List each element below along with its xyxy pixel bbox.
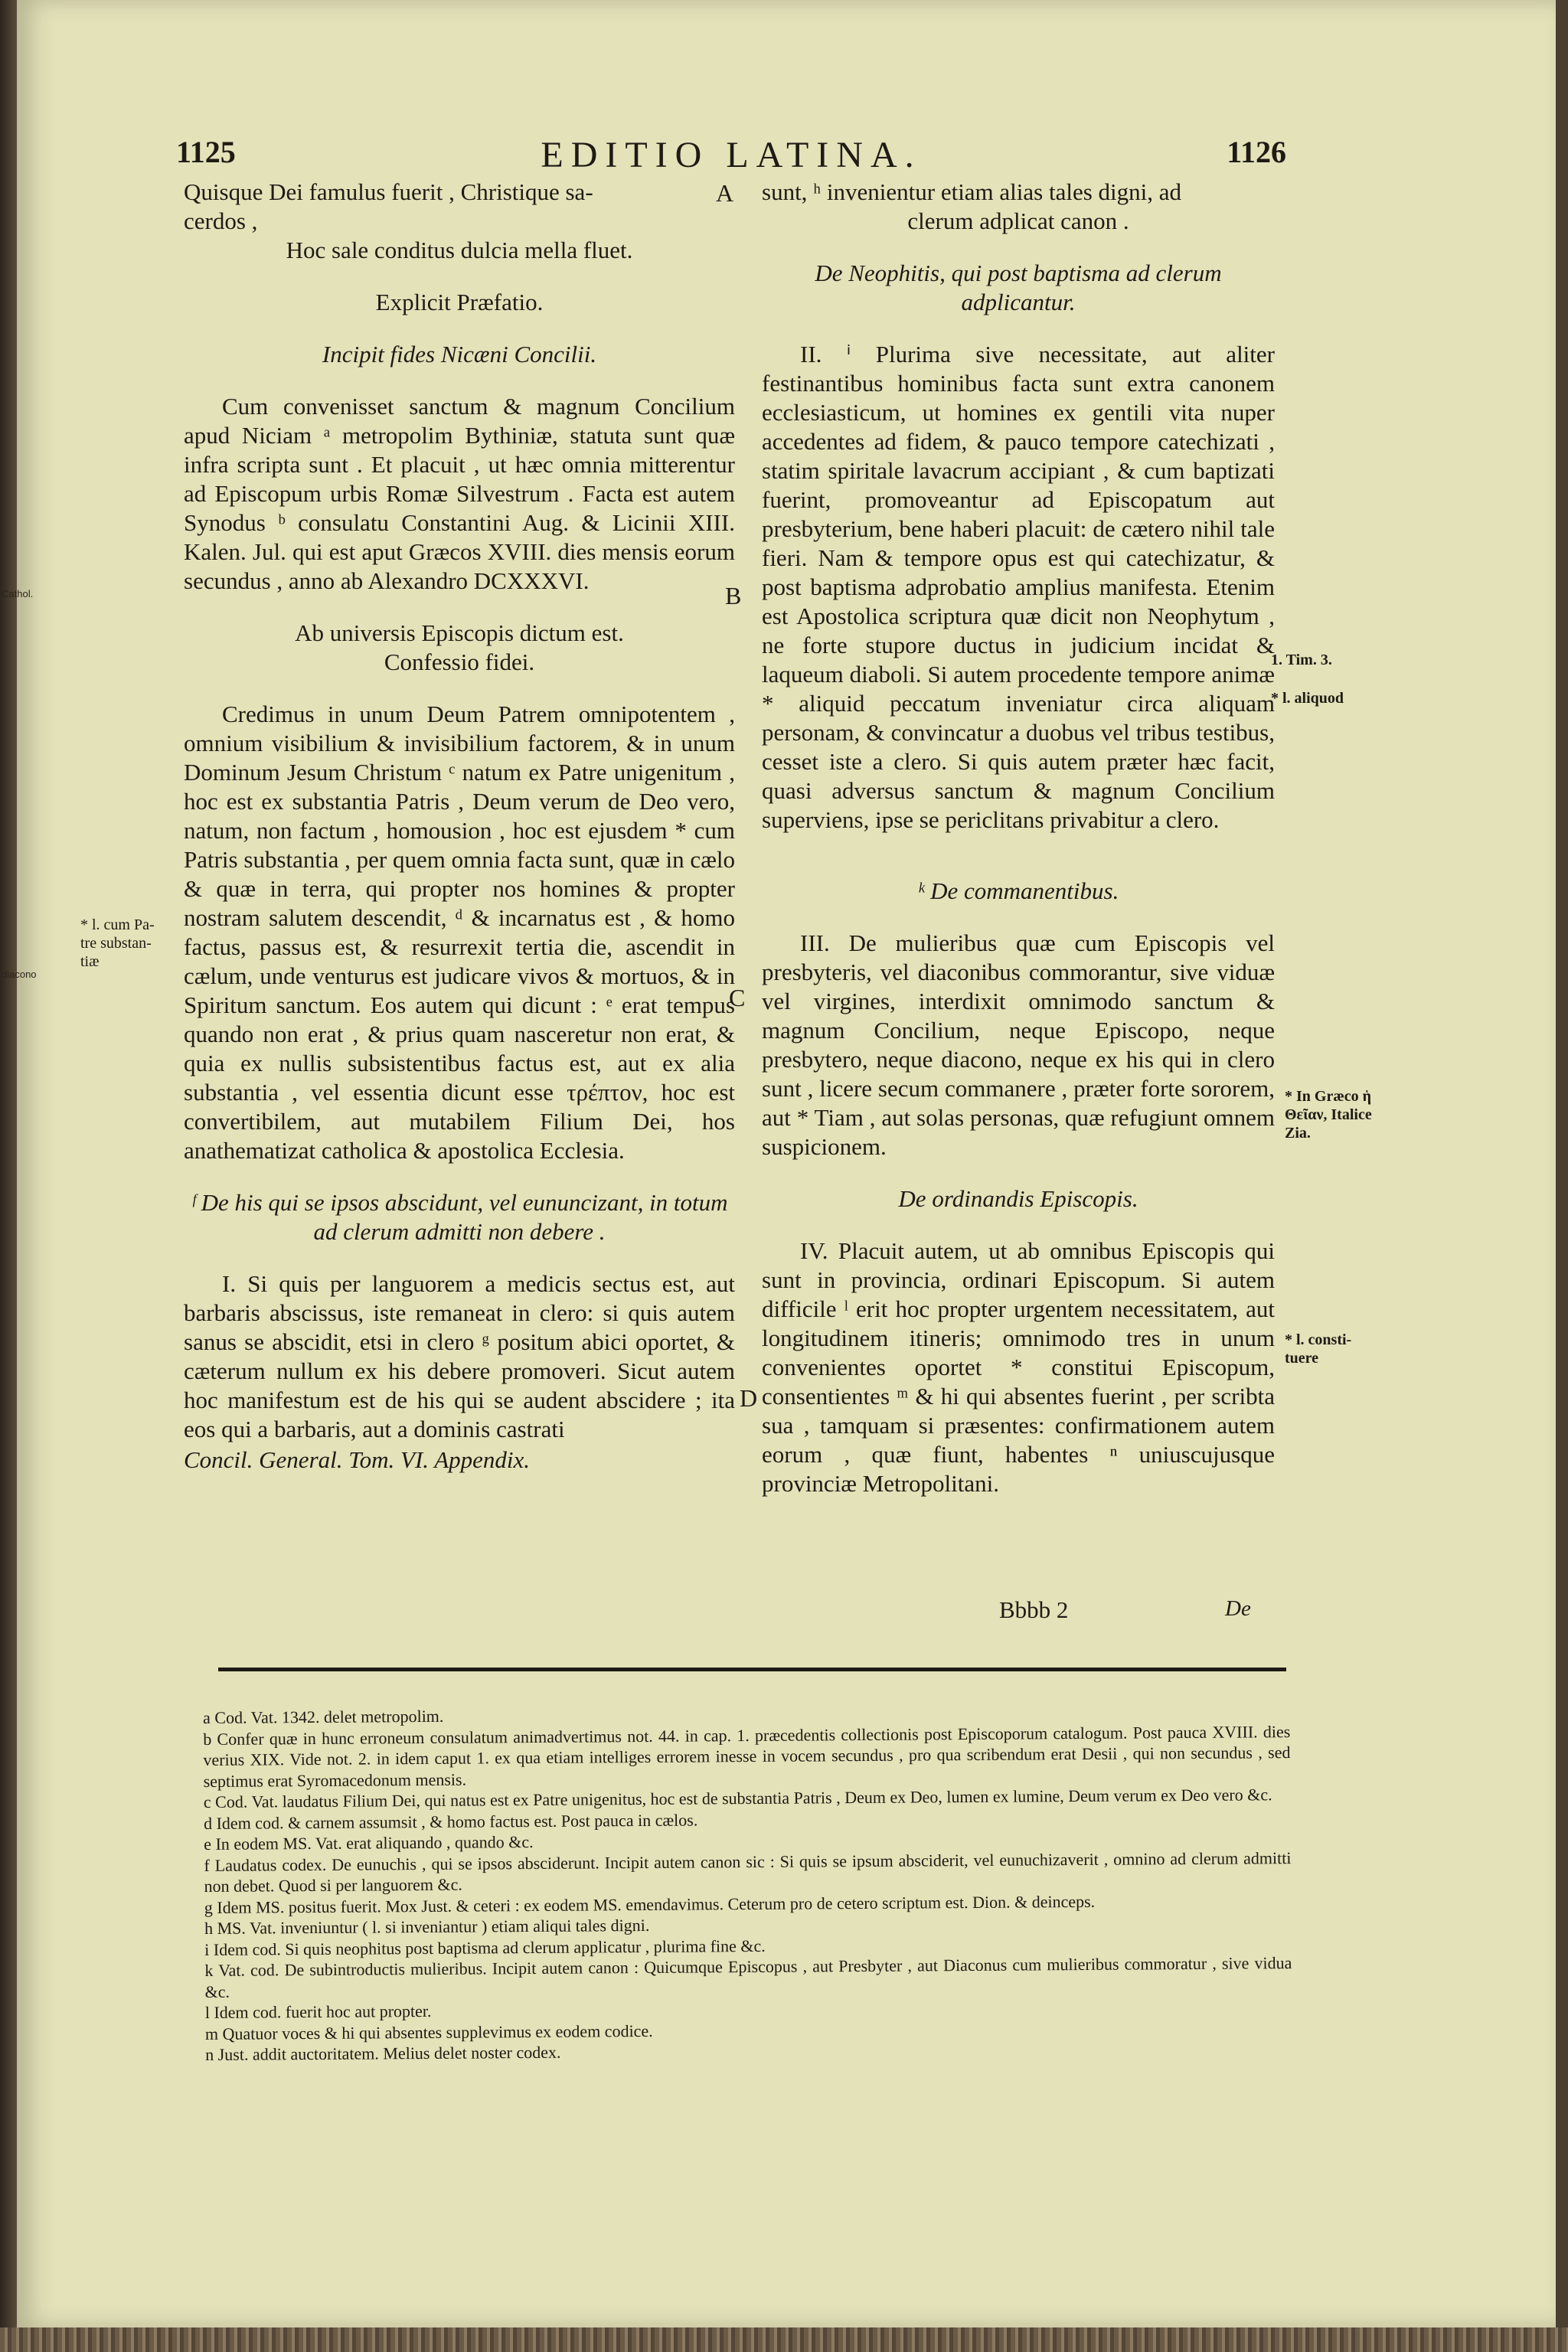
spacer <box>762 1214 1275 1236</box>
spacer <box>762 906 1275 929</box>
footnote: b Confer quæ in hunc erroneum consulatum animadvertimus not. 44. in cap. 1. præcedentis collectionis post Episcoporum catalogum. Post pauca XVIII. dies verius XIX. Vide not. 2. in idem caput 1. ex qua etiam intelliges errorem inesse in vocem secundus , pro qua scribendum erat Desii , qui non secundus , sed septimus erat Syromacedonum mensis. <box>203 1721 1291 1791</box>
spacer <box>184 265 735 288</box>
paragraph: ᵏ De commanentibus. <box>917 877 1119 904</box>
left-column <box>184 178 735 1475</box>
left-margin-notes <box>80 916 180 971</box>
spacer <box>762 1161 1275 1184</box>
spacer <box>184 317 735 340</box>
footnote: a Cod. Vat. 1342. delet metropolim. <box>203 1706 444 1727</box>
paragraph: Hoc sale conditus dulcia mella fluet. <box>286 237 633 263</box>
paragraph: sunt, ʰ invenientur etiam alias tales digni, ad <box>762 178 1182 205</box>
left-margin-note: tre substan- <box>80 935 152 952</box>
paragraph: Ab universis Episcopis dictum est. <box>295 619 624 646</box>
paragraph: II. ⁱ Plurima sive necessitate, aut aliter festinantibus hominibus facta sunt extra canonem ecclesiasticum, ut homines ex gentili vita nuper accedentes ad fidem, & pauco tempore catechizati , statim spiritale lavacrum accipiant , & cum baptizati fuerint, promoveantur ad Episcopatum aut presbyterium, bene haberi placuit: de cætero nihil tale fieri. Nam & tempore opus est qui catechizatur, & post baptisma adprobatio amplius manifesta. Etenim est Apostolica scriptura quæ dicit non Neophytum , ne forte stupore ductus in judicium incidat & laqueum diaboli. Si autem procedente tempore animæ * aliquid peccatum inveniatur circa aliquam personam, & convincatur a duobus vel tribus testibus, cesset iste a clero. Si quis autem præter hæc facit, quasi adversus sanctum & magnum Concilium superviens, ipse se periclitans privabitur a clero. <box>762 341 1275 833</box>
running-title: EDITIO LATINA. <box>541 135 922 175</box>
footnote: h MS. Vat. inveniuntur ( l. si inveniantur ) etiam aliqui tales digni. <box>204 1915 650 1938</box>
right-column <box>762 178 1275 1498</box>
footnote: d Idem cod. & carnem assumsit , & homo factus est. Post pauca in cælos. <box>203 1809 698 1833</box>
footnote: n Just. addit auctoritatem. Melius delet noster codex. <box>205 2042 561 2064</box>
page-header <box>176 134 1286 180</box>
paragraph: cerdos , <box>184 207 258 234</box>
page-number-right: 1126 <box>1227 135 1286 169</box>
paragraph: Explicit Præfatio. <box>375 289 544 315</box>
paragraph: III. De mulieribus quæ cum Episcopis vel presbyteris, vel diaconibus commorantur, sive viduæ vel virgines, interdixit omnimodo sanctum & magnum Concilium, neque Episcopo, neque presbytero, neque diacono, neque ex his qui in clero sunt , licere secum commanere , præter forte sororem, aut * Tiam , aut solas personas, quæ refugiunt omnem suspicionem. <box>762 929 1275 1160</box>
paragraph: Incipit fides Nicæni Concilii. <box>322 341 597 368</box>
spacer <box>184 369 735 392</box>
signature-mark: Bbbb 2 <box>999 1596 1069 1623</box>
paragraph: clerum adplicat canon . <box>907 207 1129 234</box>
footnote: c Cod. Vat. laudatus Filium Dei, qui natus est ex Patre unigenitus, hoc est de substantia Patris , Deum ex Deo, lumen ex lumine, Deum verum ex Deo vero &c. <box>203 1785 1272 1811</box>
footnote: i Idem cod. Si quis neophitus post baptisma ad clerum applicatur , plurima fine &c. <box>204 1936 766 1959</box>
footnotes <box>203 1700 1292 2065</box>
spacer <box>184 596 735 619</box>
paragraph: Quisque Dei famulus fuerit , Christique sa- <box>184 178 593 205</box>
paragraph: Credimus in unum Deum Patrem omnipotentem , omnium visibilium & invisibilium factorem, & in unum Dominum Jesum Christum ᶜ natum ex Patre unigenitum , hoc est ex substantia Patris , Deum verum de Deo vero, natum, non factum , homousion , hoc est ejusdem * cum Patris substantia , per quem omnia facta sunt, quæ in cælo & quæ in terra, qui propter nos homines & propter nostram salutem descendit, ᵈ & incarnatus est , & homo factus, passus est, & resurrexit tertia die, ascendit in cælum, unde venturus est judicare vivos & mortuos, & in Spiritum sanctum. Eos autem qui dicunt : ᵉ erat tempus quando non erat , & prius quam nasceretur non erat, & quia ex nullis subsistentibus factus est, aut ex alia substantia , vel essentia dicunt esse τρέπτον, hoc est convertibilem, aut mutabilem Filium Dei, hos anathematizat catholica & apostolica Ecclesia. <box>184 701 735 1164</box>
footnote-rule <box>218 1668 1286 1671</box>
section-letter-c: C <box>729 984 746 1011</box>
paragraph: De ordinandis Episcopis. <box>898 1185 1138 1212</box>
footnote: l Idem cod. fuerit hoc aut propter. <box>204 2001 432 2022</box>
right-margin-note-1: 1. Tim. 3. <box>1271 652 1332 668</box>
left-margin-note: * l. cum Pa- <box>80 916 155 933</box>
spacer <box>762 236 1275 259</box>
right-margin-note-2: * l. aliquod <box>1271 690 1344 707</box>
footnote: f Laudatus codex. De eunuchis , qui se ipsos absciderunt. Incipit autem canon sic : Si quis se ipsum absciderit, vel eunuchizaverit , omnino ad clerum admitti non debet. Quod si per languorem &c. <box>204 1847 1292 1896</box>
spacer <box>184 1246 735 1269</box>
section-letter-a: A <box>716 179 734 207</box>
paragraph: De Neophitis, qui post baptisma ad clerum adplicantur. <box>815 260 1222 315</box>
catchword: De <box>1225 1596 1251 1621</box>
paragraph: IV. Placuit autem, ut ab omnibus Episcopis qui sunt in provincia, ordinari Episcopum. Si autem difficile ˡ erit hoc propter urgentem necessitatem, aut longitudinem itineris; omnimodo tres in unum convenientes oportet * constitui Episcopum, consentientes ᵐ & hi qui absentes fuerint , per scribta sua , tamquam si præsentes: confirmationem autem eorum , quæ fiunt, habentes ⁿ uniuscujusque provinciæ Metropolitani. <box>762 1237 1275 1497</box>
section-letter-b: B <box>725 582 742 609</box>
spacer <box>762 835 1275 877</box>
right-margin-note-3: * In Græco ἡ Θεῖαν, Italice Zia. <box>1285 1088 1372 1142</box>
left-margin-note: tiæ <box>80 953 100 970</box>
spacer <box>184 1165 735 1188</box>
footnote: g Idem MS. positus fuerit. Mox Just. & ceteri : ex eodem MS. emendavimus. Ceterum pro de cetero scriptum est. Dion. & deinceps. <box>204 1891 1096 1917</box>
right-margin-note-4: * l. consti- tuere <box>1285 1331 1352 1367</box>
edge-note-middle: diacono <box>2 969 37 980</box>
paragraph: Cum convenisset sanctum & magnum Concilium apud Niciam ᵃ metropolim Bythiniæ, statuta sunt quæ infra scripta sunt . Et placuit , ut hæc omnia mitterentur ad Episcopum urbis Romæ Silvestrum . Facta est autem Synodus ᵇ consulatu Constantini Aug. & Licinii XIII. Kalen. Jul. qui est aput Græcos XVIII. dies mensis eorum secundus , anno ab Alexandro DCXXXVI. <box>184 393 735 594</box>
paragraph: ᶠ De his qui se ipsos abscidunt, vel eununcizant, in totum ad clerum admitti non debere . <box>191 1189 728 1245</box>
edge-note-top: Cathol. <box>2 588 34 599</box>
footnote: e In eodem MS. Vat. erat aliquando , quando &c. <box>204 1831 534 1854</box>
footnote: k Vat. cod. De subintroductis mulieribus. Incipit autem canon : Quicumque Episcopus , aut Presbyter , aut Diaconus cum mulieribus commoratur , sive vidua &c. <box>204 1953 1292 2001</box>
section-letter-d: D <box>740 1384 758 1412</box>
book-binding <box>0 0 17 2352</box>
paragraph: Confessio fidei. <box>384 648 535 675</box>
page-number-left: 1125 <box>176 135 236 169</box>
page-edge <box>0 2328 1568 2352</box>
volume-signature: Concil. General. Tom. VI. Appendix. <box>184 1446 531 1473</box>
spacer <box>762 317 1275 340</box>
footnote: m Quatuor voces & hi qui absentes supplevimus ex eodem codice. <box>204 2020 653 2043</box>
spacer <box>184 677 735 700</box>
paragraph: I. Si quis per languorem a medicis sectus est, aut barbaris abscissus, iste remaneat in clero: si quis autem sanus se abscidit, etsi in clero ᵍ positum abici oportet, & cæterum nullum ex his debere promoveri. Sicut autem hoc manifestum est de his qui se audent abscidere ; ita eos qui a barbaris, aut a dominis castrati <box>184 1270 735 1442</box>
